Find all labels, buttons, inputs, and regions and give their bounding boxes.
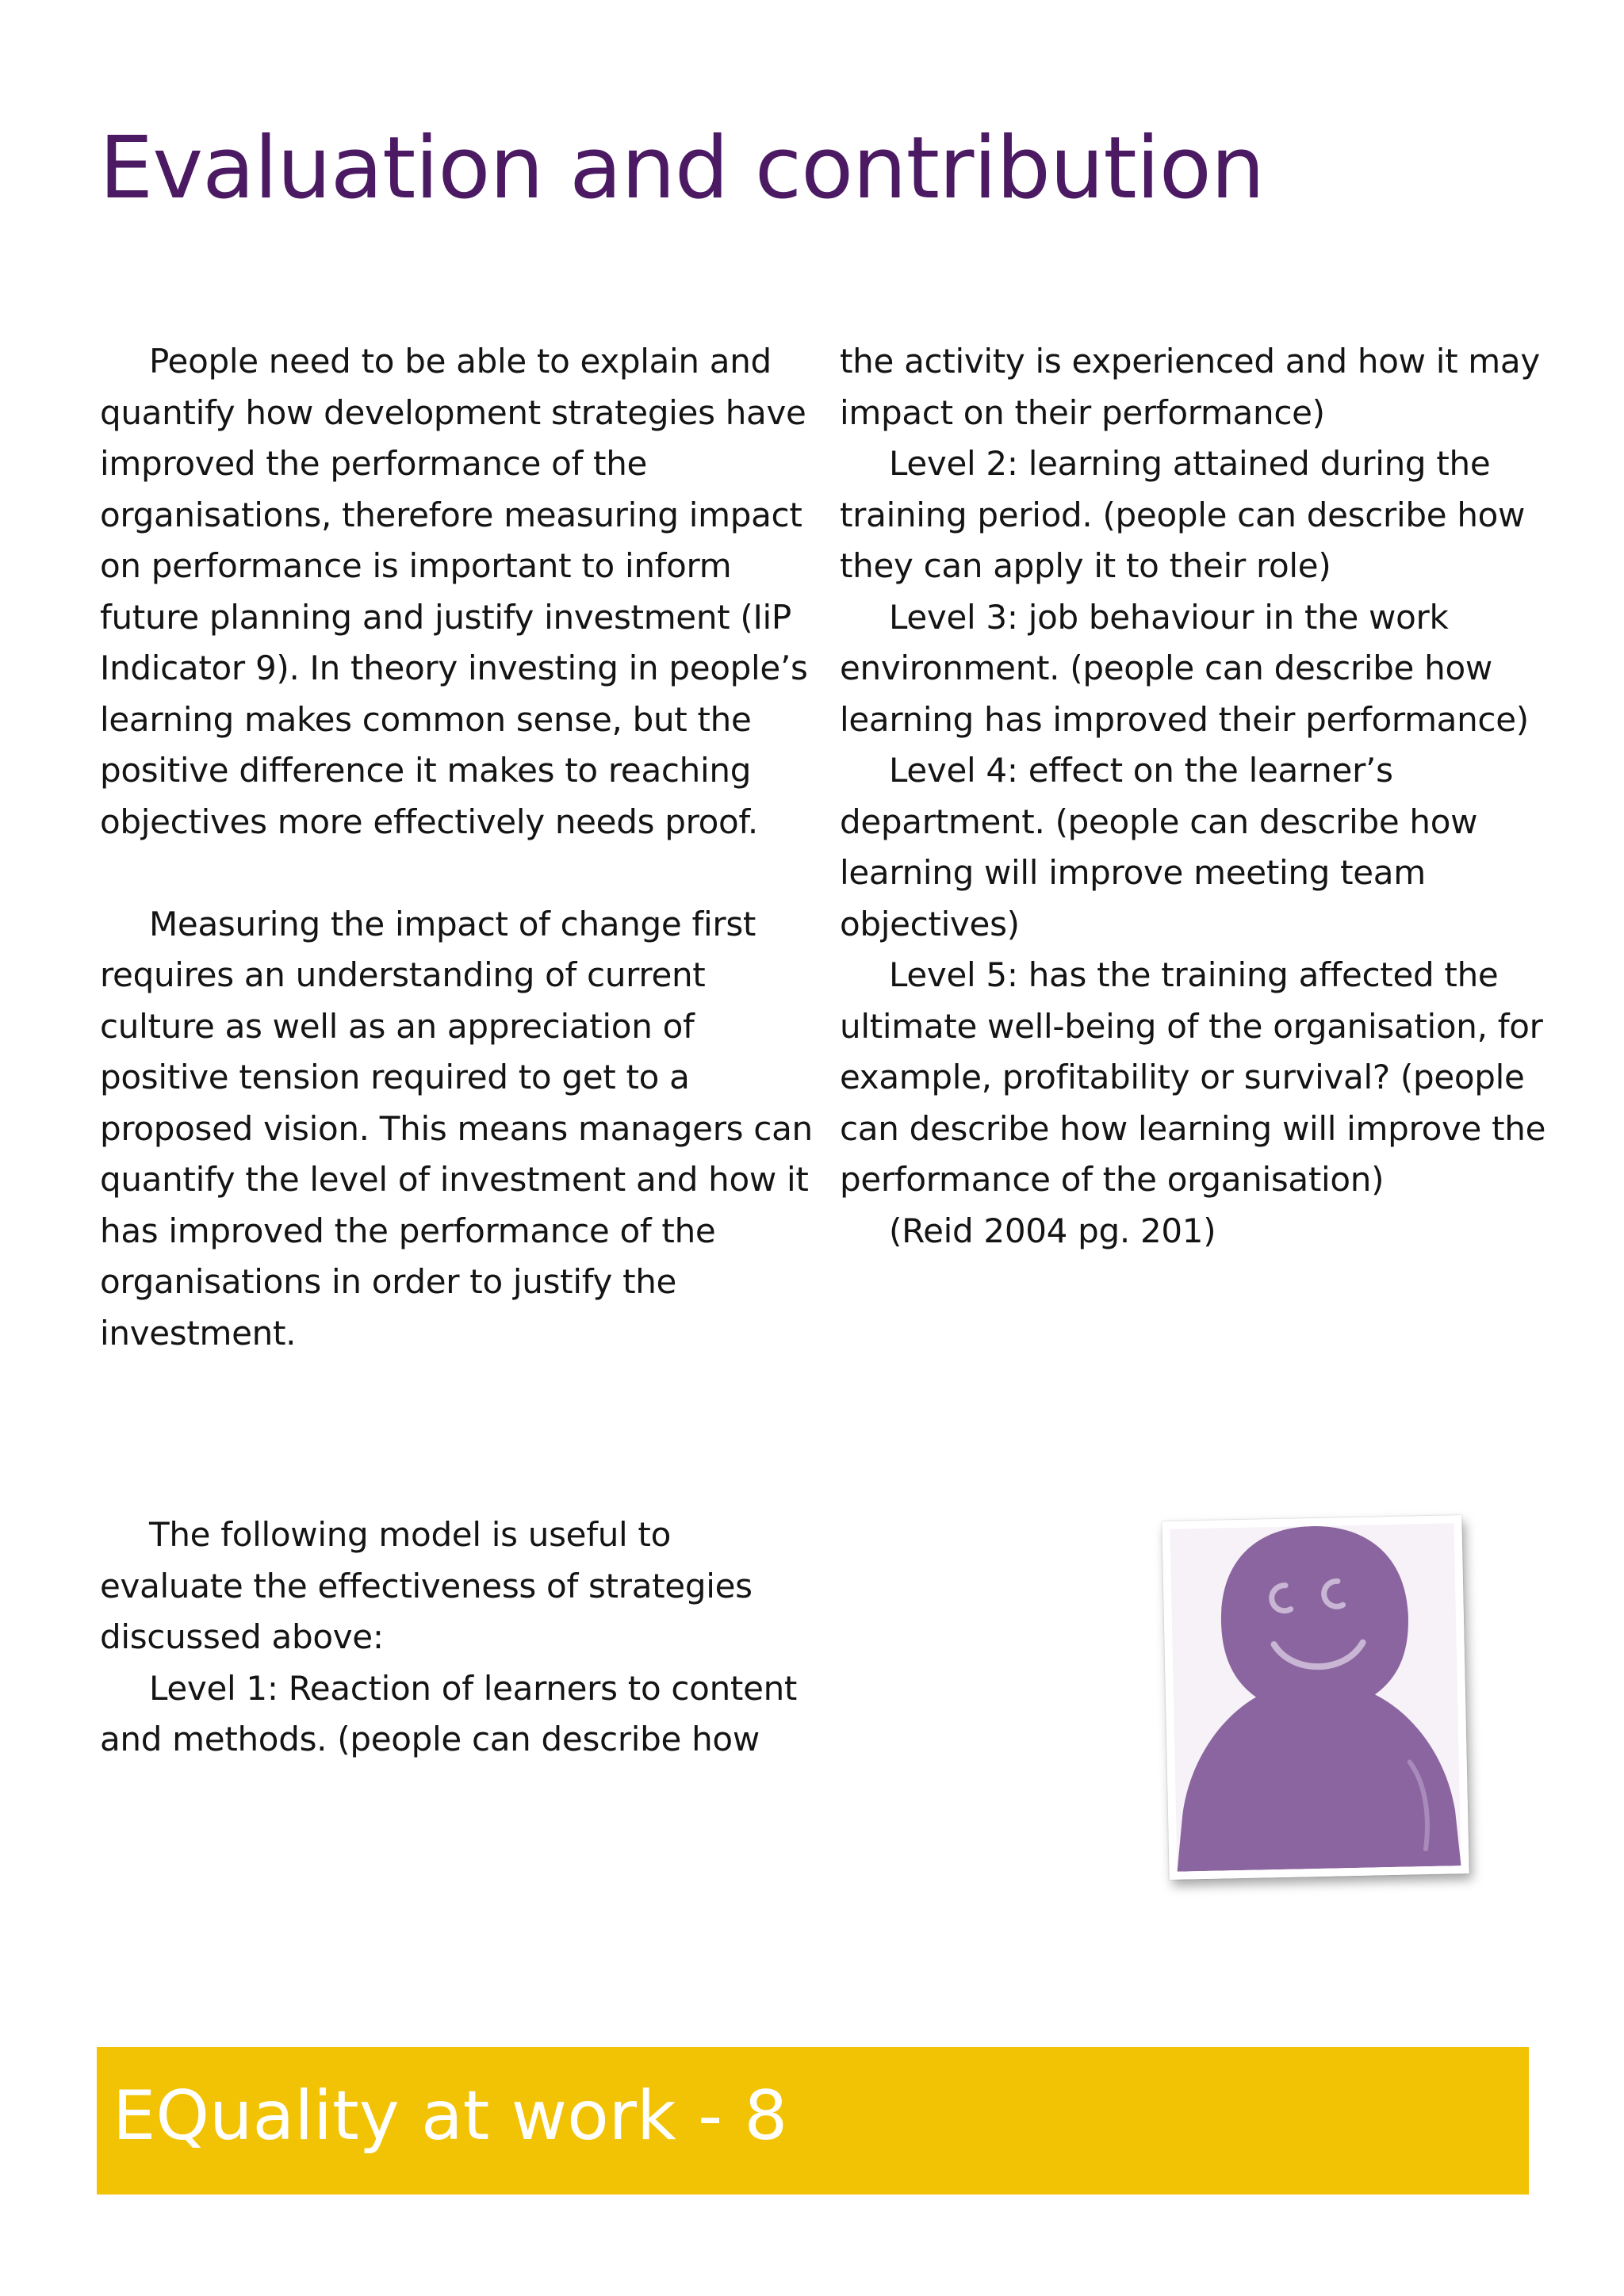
left-column: [100, 336, 814, 1359]
page-title: Evaluation and contribution: [99, 119, 1265, 218]
intro-paragraph: People need to be able to explain and quantify how development strategies have improved the performance of the organisations, therefore measuring impact on performance is important to inform future planning and justify investment (IiP Indicator 9). In theory investing in people’s learning makes common sense, but the positive difference it makes to reaching objectives more effectively needs proof.: [100, 342, 808, 841]
footer-banner: [97, 2047, 1529, 2195]
citation: (Reid 2004 pg. 201): [889, 1211, 1216, 1250]
right-column: [840, 336, 1569, 1257]
level-5-paragraph: Level 5: has the training affected the ultimate well-being of the organisation, for example, profitability or survival? (people can describe how learning will improve the performance of the organisation): [840, 955, 1546, 1199]
level-3-paragraph: Level 3: job behaviour in the work environment. (people can describe how learning has improved their performance): [840, 597, 1529, 739]
level-4-paragraph: Level 4: effect on the learner’s department. (people can describe how learning will improve meeting team objectives): [840, 751, 1478, 943]
model-intro-block: [100, 1510, 798, 1766]
level-2-paragraph: Level 2: learning attained during the training period. (people can describe how they can apply it to their role): [840, 444, 1526, 585]
illustration-photo: [1162, 1515, 1469, 1880]
level-1-continued: the activity is experienced and how it may impact on their performance): [840, 342, 1540, 432]
footer-label: EQuality at work - 8: [113, 2076, 788, 2156]
level-1-paragraph: Level 1: Reaction of learners to content and methods. (people can describe how: [100, 1668, 798, 1758]
smiling-figure-icon: [1170, 1523, 1461, 1871]
model-intro-paragraph: The following model is useful to evaluate the effectiveness of strategies discussed above:: [100, 1515, 753, 1656]
impact-paragraph: Measuring the impact of change first requires an understanding of current culture as well as an appreciation of positive tension required to get to a proposed vision. This means managers can quantify the level of investment and how it has improved the performance of the organisations in order to justify the investment.: [100, 904, 813, 1353]
